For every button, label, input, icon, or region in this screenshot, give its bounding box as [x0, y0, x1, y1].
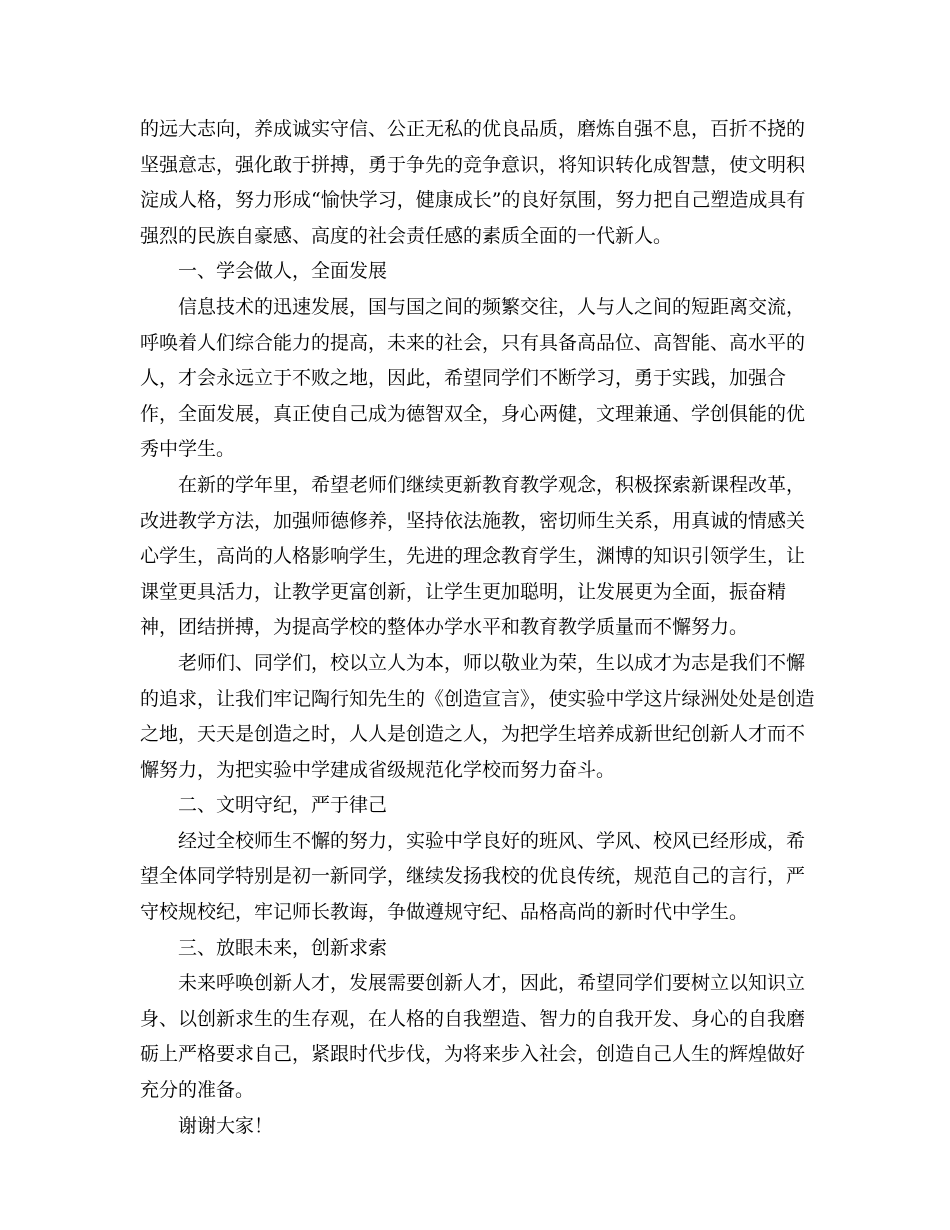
document-body	[140, 112, 820, 1144]
paragraph: 经过全校师生不懈的努力，实验中学良好的班风、学风、校风已经形成，希望全体同学特别是初一新同学，继续发扬我校的优良传统，规范自己的言行，严守校规校纪，牢记师长教诲，争做遵规守纪、品格高尚的新时代中学生。	[140, 829, 806, 924]
section-heading-2: 二、文明守纪，严于律己	[178, 794, 388, 817]
paragraph: 未来呼唤创新人才，发展需要创新人才，因此，希望同学们要树立以知识立身、以创新求生的生存观，在人格的自我塑造、智力的自我开发、身心的自我磨砺上严格要求自己，紧跟时代步伐，为将来步入社会，创造自己人生的辉煌做好充分的准备。	[140, 972, 806, 1102]
paragraph: 老师们、同学们，校以立人为本，师以敬业为荣，生以成才为志是我们不懈的追求，让我们牢记陶行知先生的《创造宣言》，使实验中学这片绿洲处处是创造之地，天天是创造之时，人人是创造之人，为把学生培养成新世纪创新人才而不懈努力，为把实验中学建成省级规范化学校而努力奋斗。	[140, 651, 815, 781]
paragraph: 在新的学年里，希望老师们继续更新教育教学观念，积极探索新课程改革，改进教学方法，加强师德修养，坚持依法施教，密切师生关系，用真诚的情感关心学生，高尚的人格影响学生，先进的理念教育学生，渊博的知识引领学生，让课堂更具活力，让教学更富创新，让学生更加聪明，让发展更为全面，振奋精神，团结拼搏，为提高学校的整体办学水平和教育教学质量而不懈努力。	[140, 473, 806, 639]
closing-line: 谢谢大家！	[178, 1114, 274, 1137]
paragraph-continuation: 的远大志向，养成诚实守信、公正无私的优良品质，磨炼自强不息，百折不挠的坚强意志，强化敢于拼搏，勇于争先的竞争意识，将知识转化成智慧，使文明积淀成人格，努力形成“愉快学习，健康成长”的良好氛围，努力把自己塑造成具有强烈的民族自豪感、高度的社会责任感的素质全面的一代新人。	[140, 118, 806, 247]
section-heading-3: 三、放眼未来，创新求索	[178, 936, 388, 959]
section-heading-1: 一、学会做人，全面发展	[178, 260, 388, 283]
paragraph: 信息技术的迅速发展，国与国之间的频繁交往，人与人之间的短距离交流，呼唤着人们综合能力的提高，未来的社会，只有具备高品位、高智能、高水平的人，才会永远立于不败之地，因此，希望同学们不断学习，勇于实践，加强合作，全面发展，真正使自己成为德智双全，身心两健，文理兼通、学创俱能的优秀中学生。	[140, 295, 806, 461]
